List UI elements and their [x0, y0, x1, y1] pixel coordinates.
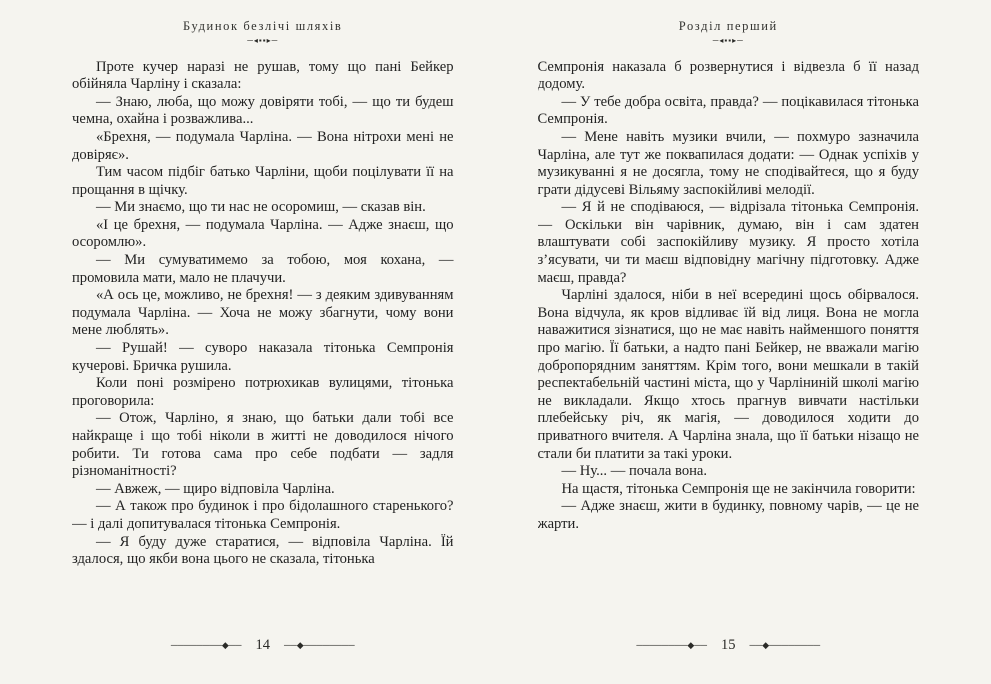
running-head-left: [72, 16, 454, 46]
paragraph: Проте кучер наразі не рушав, тому що пані Бейкер обійняла Чарліну і сказала:: [72, 58, 454, 93]
page-text-left: [72, 59, 454, 627]
footer-flourish-left-icon: ────────◆──: [636, 640, 707, 650]
paragraph: На щастя, тітонька Семпронія ще не закінчила говорити:: [561, 480, 916, 497]
paragraph: Коли поні розмірено потрюхикав вулицями, тітонька проговорила:: [72, 375, 454, 409]
header-flourish-icon: ─◂▪▪▸─: [247, 35, 279, 45]
paragraph: — А також про будинок і про бідолашного старенького? — і далі допитувалася тітонька Семпронія.: [72, 498, 454, 532]
paragraph: «І це брехня, — подумала Чарліна. — Адже знаєш, що осоромлю».: [72, 216, 454, 251]
paragraph: — У тебе добра освіта, правда? — поцікавилася тітонька Семпронія.: [537, 93, 919, 128]
paragraph: Семпронія наказала б розвернутися і відвезла б її назад додому.: [537, 58, 919, 93]
paragraph: — Ми знаємо, що ти нас не осоромиш, — сказав він.: [96, 199, 426, 216]
left-page: [72, 16, 454, 670]
paragraph: — Мене навіть музики вчили, — похмуро зазначила Чарліна, але тут же поквапилася додати: — Однак успіхів у музикуванні я не досягла, тому не сподівайтеся, що я буду грати дідусеві Вільяму заспокійливі мелодії.: [537, 128, 919, 198]
paragraph: — Отож, Чарліно, я знаю, що батьки дали тобі все найкраще і що тобі ніколи в житті не доводилося нічого робити. Ти готова сама про себе подбати — задля різноманітності?: [72, 410, 454, 480]
book-title-header: Будинок безлічі шляхів: [183, 19, 343, 33]
page-number-left: 14: [255, 637, 270, 653]
right-page: [538, 16, 920, 670]
paragraph: «Брехня, — подумала Чарліна. — Вона нітрохи мені не довіряє».: [72, 128, 454, 163]
page-text-right: [538, 59, 920, 627]
page-number-right: 15: [721, 637, 736, 653]
paragraph: — Рушай! — суворо наказала тітонька Семпронія кучерові. Бричка рушила.: [72, 340, 454, 374]
footer-flourish-right-icon: ──◆────────: [284, 640, 355, 650]
paragraph: — Я й не сподіваюся, — відрізала тітонька Семпронія. — Оскільки він чарівник, думаю, він і сам здатен влаштувати собі заспокійливу музику. Я просто хотіла з’ясувати, чи ти маєш відповідну магічну підготовку. Адже маєш, правда?: [537, 199, 919, 286]
chapter-title-header: Розділ перший: [678, 19, 778, 33]
paragraph: — Я буду дуже старатися, — відповіла Чарліна. Їй здалося, що якби вона цього не сказала, тітонька: [72, 533, 454, 568]
paragraph: — Ми сумуватимемо за тобою, моя кохана, — промовила мати, мало не плачучи.: [72, 252, 454, 286]
footer-flourish-right-icon: ──◆────────: [749, 640, 821, 650]
paragraph: «А ось це, можливо, не брехня! — з деяким здивуванням подумала Чарліна. — Хоча не можу збагнути, чому вони мене люблять».: [72, 287, 454, 339]
page-footer-left: [72, 627, 454, 670]
paragraph: Чарліні здалося, ніби в неї всередині щось обірвалося. Вона відчула, як кров відливає їй від лиця. Вона не могла наважитися зізнатися, що не має навіть найменшого поняття про магію. Її батьки, а надто пані Бейкер, не вважали магію добропорядним заняттям. Крім того, вони мешкали в такій респектабельній частині міста, що у Чарліниній школі магію не викладали. Якщо хтось прагнув вивчати настільки плебейську річ, як магія, — доводилося ходити до приватного вчителя. А Чарліна знала, що її батьки нізащо не стали би платити за такі уроки.: [537, 287, 919, 462]
paragraph: — Ну... — почала вона.: [561, 463, 708, 480]
paragraph: — Знаю, люба, що можу довіряти тобі, — що ти будеш чемна, охайна і розважлива...: [72, 93, 454, 128]
paragraph: — Адже знаєш, жити в будинку, повному чарів, — це не жарти.: [537, 498, 919, 532]
page-footer-right: [538, 627, 920, 670]
paragraph: — Авжеж, — щиро відповіла Чарліна.: [96, 480, 335, 497]
running-head-right: [538, 16, 920, 46]
paragraph: Тим часом підбіг батько Чарліни, щоби поцілувати її на прощання в щічку.: [72, 164, 454, 198]
footer-flourish-left-icon: ────────◆──: [170, 640, 242, 650]
header-flourish-icon: ─◂▪▪▸─: [712, 35, 744, 45]
